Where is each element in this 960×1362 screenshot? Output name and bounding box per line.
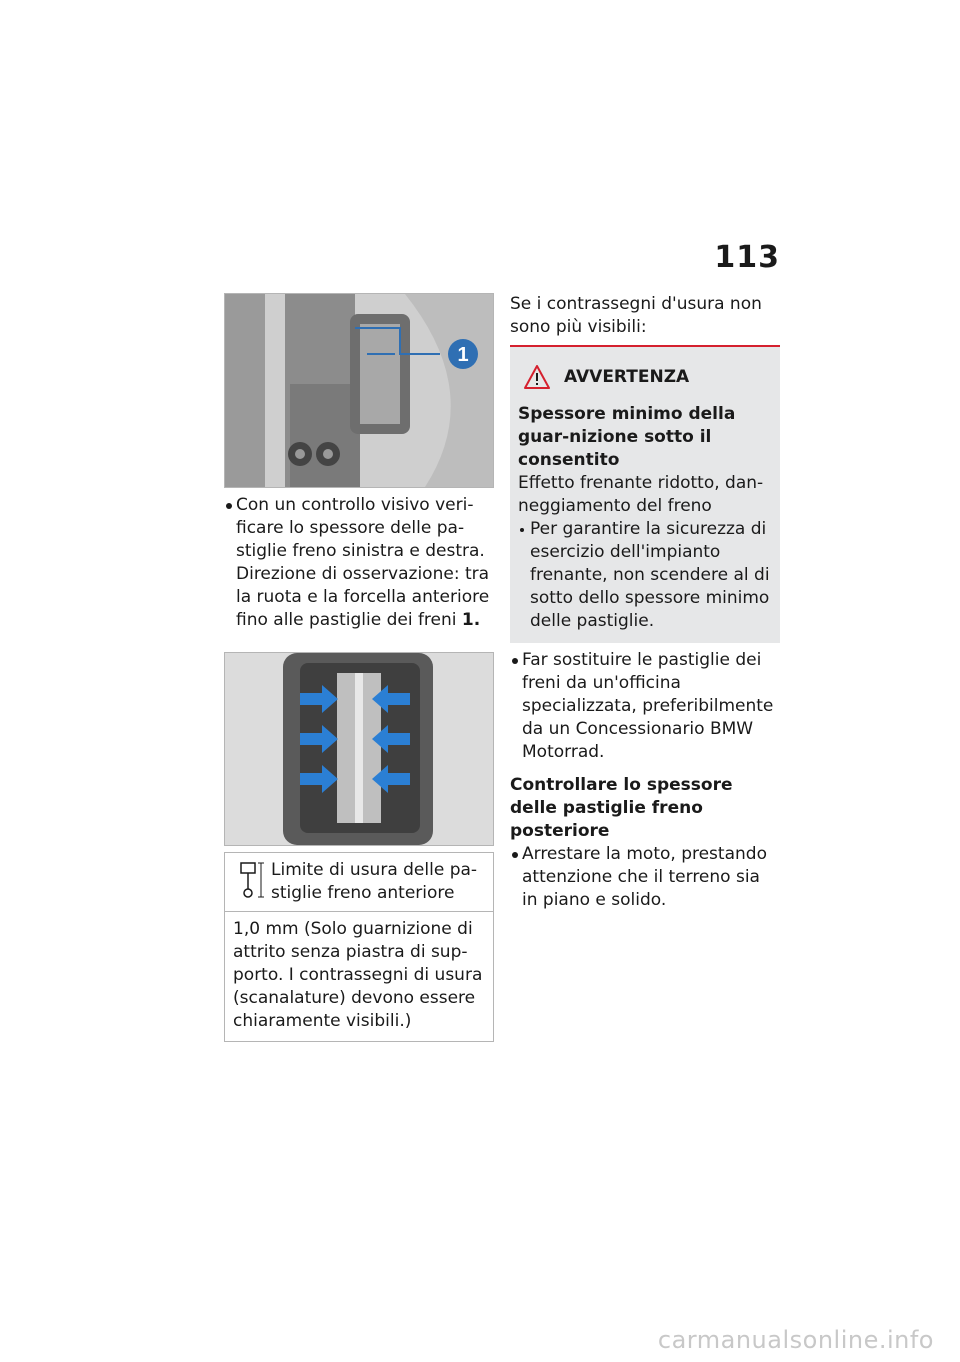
spec-value: 1,0 mm (Solo guarnizione di attrito senza piastra di sup-porto. I contrassegni di usura (scanalature) devono essere chiaramente visibili.) [233,919,483,1031]
callout-1: 1 [457,344,469,366]
bullet-dot [520,528,524,532]
park-bike-bullet [510,843,780,912]
visual-check-bullet [224,494,494,632]
rear-pads-section-heading: Controllare lo spessore delle pastiglie freno posteriore [510,775,733,841]
bullet-dot [512,852,518,858]
left-column [224,293,494,1042]
thickness-gauge-icon [235,859,271,905]
brake-pad-photo [224,652,494,846]
replace-pads-bullet [510,649,780,764]
spec-title: Limite di usura delle pa-stiglie freno anteriore [271,860,478,903]
warning-text: Effetto frenante ridotto, dan-neggiamento del freno [518,473,764,516]
brake-pad-illustration [225,653,493,845]
warning-heading: Spessore minimo della guar-nizione sotto il consentito [518,404,736,470]
warning-triangle-icon [524,365,550,389]
right-column [510,293,780,912]
warning-bullet-text: Per garantire la sicurezza di esercizio dell'impianto frenante, non scendere al di sotto dello spessore minimo delle pastiglie. [530,519,770,631]
bullet-dot [512,658,518,664]
intro-text: Se i contrassegni d'usura non sono più visibili: [510,294,762,337]
brake-caliper-photo [224,293,494,488]
warning-bullet [518,518,772,633]
warning-title [524,365,772,389]
park-bike-text: Arrestare la moto, prestando attenzione che il terreno sia in piano e solido. [522,844,767,910]
spec-header [225,853,493,912]
wear-limit-spec-box [224,852,494,1042]
bullet-dot [226,503,232,509]
replace-pads-text: Far sostituire le pastiglie dei freni da un'officina specializzata, preferibilmente da un Concessionario BMW Motorrad. [522,650,774,762]
site-watermark: carmanualsonline.info [657,1326,934,1354]
page-number: 113 [714,240,780,275]
warning-label: AVVERTENZA [564,367,690,387]
callout-reference: 1. [461,610,481,630]
warning-box [510,345,780,643]
brake-caliper-illustration [225,294,493,487]
visual-check-text: Con un controllo visivo veri-ficare lo spessore delle pa-stiglie freno sinistra e destra. Direzione di osservazione: tra la ruota e la forcella anteriore fino alle pastiglie dei freni [236,495,490,630]
